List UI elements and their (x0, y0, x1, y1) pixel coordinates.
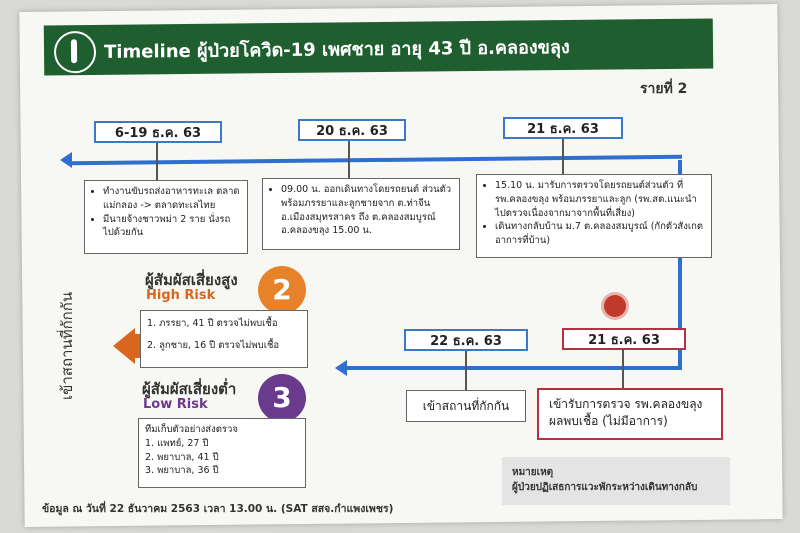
high-risk-list: 1. ภรรยา, 41 ปี ตรวจไม่พบเชื้อ 2. ลูกชาย, 16 ปี ตรวจไม่พบเชื้อ (140, 310, 308, 368)
footer-source: ข้อมูล ณ วันที่ 22 ธันวาคม 2563 เวลา 13.00 น. (SAT สสจ.กำแพงเพชร) (42, 503, 394, 515)
high-risk-title: ผู้สัมผัสเสี่ยงสูง (145, 271, 238, 289)
date-box-4: 22 ธ.ค. 63 (404, 329, 528, 351)
remark-title: หมายเหตุ (512, 467, 554, 478)
note-box-1: • ทำงานขับรถส่งอาหารทะเล ตลาดแม่กลอง -> ตลาดทะเลไทย • มีนายจ้างชาวพม่า 2 ราย นั่งรถไปด้วยกัน (84, 180, 248, 254)
connector (156, 142, 158, 180)
page-title: Timeline ผู้ป่วยโควิด-19 เพศชาย อายุ 43 ปี อ.คลองขลุง (103, 36, 570, 63)
virus-icon (604, 295, 626, 317)
low-risk-title: ผู้สัมผัสเสี่ยงต่ำ (142, 380, 237, 398)
quarantine-box: เข้าสถานที่กักกัน (406, 390, 526, 422)
timeline-left-arrow-icon (60, 152, 72, 168)
high-risk-count-badge: 2 (258, 266, 306, 314)
left-arrow-icon (113, 328, 135, 364)
timeline-bottom-arrow-icon (335, 360, 347, 376)
timeline-bottom-line (345, 366, 682, 370)
case-label: รายที่ 2 (640, 81, 688, 97)
date-box-5: 21 ธ.ค. 63 (562, 328, 686, 350)
date-box-1: 6-19 ธ.ค. 63 (94, 121, 222, 143)
remark-box (502, 457, 730, 505)
header-banner (44, 18, 713, 75)
high-risk-subtitle: High Risk (146, 288, 216, 303)
moph-logo-icon (54, 31, 96, 73)
hospital-result-box: เข้ารับการตรวจ รพ.คลองขลุง ผลพบเชื้อ (ไม่มีอาการ) (537, 388, 723, 440)
connector (348, 140, 350, 178)
low-risk-count-badge: 3 (258, 374, 306, 422)
note-box-2: • 09.00 น. ออกเดินทางโดยรถยนต์ ส่วนตัวพร้อมภรรยาและลูกชายจาก ต.ท่าจีน อ.เมืองสมุทรสาคร ถึง ต.คลองสมบูรณ์ อ.คลองขลุง 15.00 น. (262, 178, 460, 250)
date-box-3: 21 ธ.ค. 63 (503, 117, 623, 139)
low-risk-subtitle: Low Risk (143, 397, 208, 412)
side-quarantine-label: เข้าสถานที่กักกัน (58, 291, 76, 400)
date-box-2: 20 ธ.ค. 63 (298, 119, 406, 141)
note-box-3: • 15.10 น. มารับการตรวจโดยรถยนต์ส่วนตัว ที่ รพ.คลองขลุง พร้อมภรรยาและลูก (รพ.สต.แนะนำไปตรวจเนื่องจากมาจากพื้นที่เสี่ยง) • เดินทางกลับบ้าน ม.7 ต.คลองสมบูรณ์ (กักตัวสังเกตอาการที่บ้าน) (476, 174, 712, 258)
low-risk-list: ทีมเก็บตัวอย่างส่งตรวจ 1. แพทย์, 27 ปี 2. พยาบาล, 41 ปี 3. พยาบาล, 36 ปี (138, 418, 306, 488)
connector (465, 350, 467, 390)
connector (622, 350, 624, 390)
connector (562, 138, 564, 174)
remark-text: ผู้ป่วยปฏิเสธการแวะพักระหว่างเดินทางกลับ (512, 482, 698, 493)
